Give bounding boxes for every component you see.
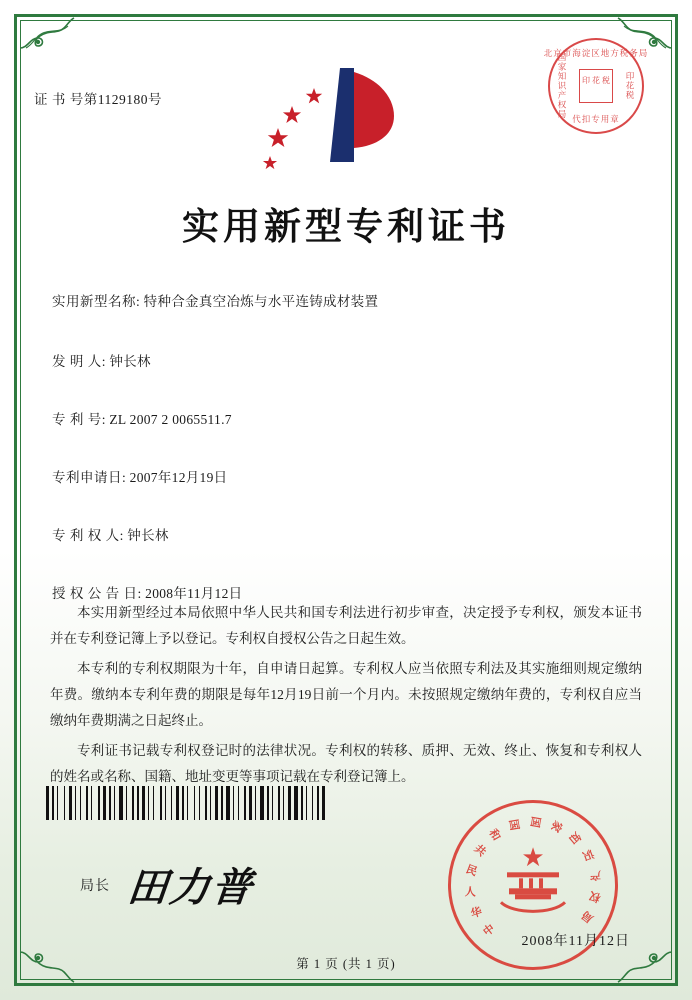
field-label: 专利申请日: bbox=[52, 470, 127, 485]
field-label: 发 明 人: bbox=[52, 354, 107, 369]
field-label: 专 利 号: bbox=[52, 412, 107, 427]
seal-arc-bottom: 代扣专用章 bbox=[572, 114, 620, 124]
field-value: 钟长林 bbox=[127, 528, 169, 543]
field-row bbox=[52, 582, 640, 602]
fields-list bbox=[52, 290, 640, 640]
field-row bbox=[52, 466, 640, 486]
paragraph: 本专利的专利权期限为十年，自申请日起算。专利权人应当依照专利法及其实施细则规定缴纳年费。缴纳本专利年费的期限是每年12月19日前一个月内。未按照规定缴纳年费的，专利权自应当缴纳年费期满之日起终止。 bbox=[50, 661, 642, 728]
seal-arc-right: 印花税 bbox=[625, 71, 635, 101]
field-value: 2008年11月12日 bbox=[145, 586, 243, 601]
signature-name: 田力普 bbox=[124, 865, 256, 910]
field-label: 授 权 公 告 日: bbox=[52, 586, 142, 601]
seal-center-text: 印 花 税 bbox=[579, 69, 613, 103]
body-text bbox=[50, 600, 642, 794]
page-title: 实用新型专利证书 bbox=[182, 207, 510, 248]
seal-arc-left: 国家知识产权局 bbox=[557, 52, 567, 120]
field-row bbox=[52, 290, 640, 310]
national-emblem-icon bbox=[495, 862, 571, 916]
corner-flourish-icon bbox=[18, 16, 76, 50]
paragraph: 专利证书记载专利权登记时的法律状况。专利权的转移、质押、无效、终止、恢复和专利权人的姓名或名称、国籍、地址变更等事项记载在专利登记簿上。 bbox=[50, 743, 642, 784]
field-label: 专 利 权 人: bbox=[52, 528, 124, 543]
issue-date: 2008年11月12日 bbox=[521, 934, 630, 949]
corner-flourish-icon bbox=[616, 16, 674, 50]
seal-ring-text: 中 华 人 民 共 和 国 国 家 知 识 产 权 局 bbox=[464, 815, 603, 939]
field-row bbox=[52, 408, 640, 428]
field-label: 实用新型名称: bbox=[52, 294, 141, 309]
barcode bbox=[46, 786, 376, 820]
field-value: ZL 2007 2 0065511.7 bbox=[109, 412, 232, 427]
field-value: 特种合金真空冶炼与水平连铸成材装置 bbox=[143, 294, 379, 309]
signature-label: 局长 bbox=[80, 878, 110, 894]
certificate-number: 证 书 号第1129180号 bbox=[34, 92, 162, 107]
star-icon: ★ bbox=[521, 843, 545, 872]
patent-office-logo-icon bbox=[262, 62, 412, 172]
signature-row bbox=[80, 856, 254, 913]
field-value: 钟长林 bbox=[109, 354, 151, 369]
registration-seal bbox=[543, 38, 649, 134]
field-row bbox=[52, 350, 640, 370]
seal-arc-top: 北京市海淀区地方税务局 bbox=[543, 48, 649, 58]
paragraph: 本实用新型经过本局依照中华人民共和国专利法进行初步审查，决定授予专利权，颁发本证书并在专利登记簿上予以登记。专利权自授权公告之日起生效。 bbox=[50, 605, 642, 646]
field-value: 2007年12月19日 bbox=[129, 470, 228, 485]
page-indicator: 第 1 页 (共 1 页) bbox=[296, 957, 396, 971]
field-row bbox=[52, 524, 640, 544]
